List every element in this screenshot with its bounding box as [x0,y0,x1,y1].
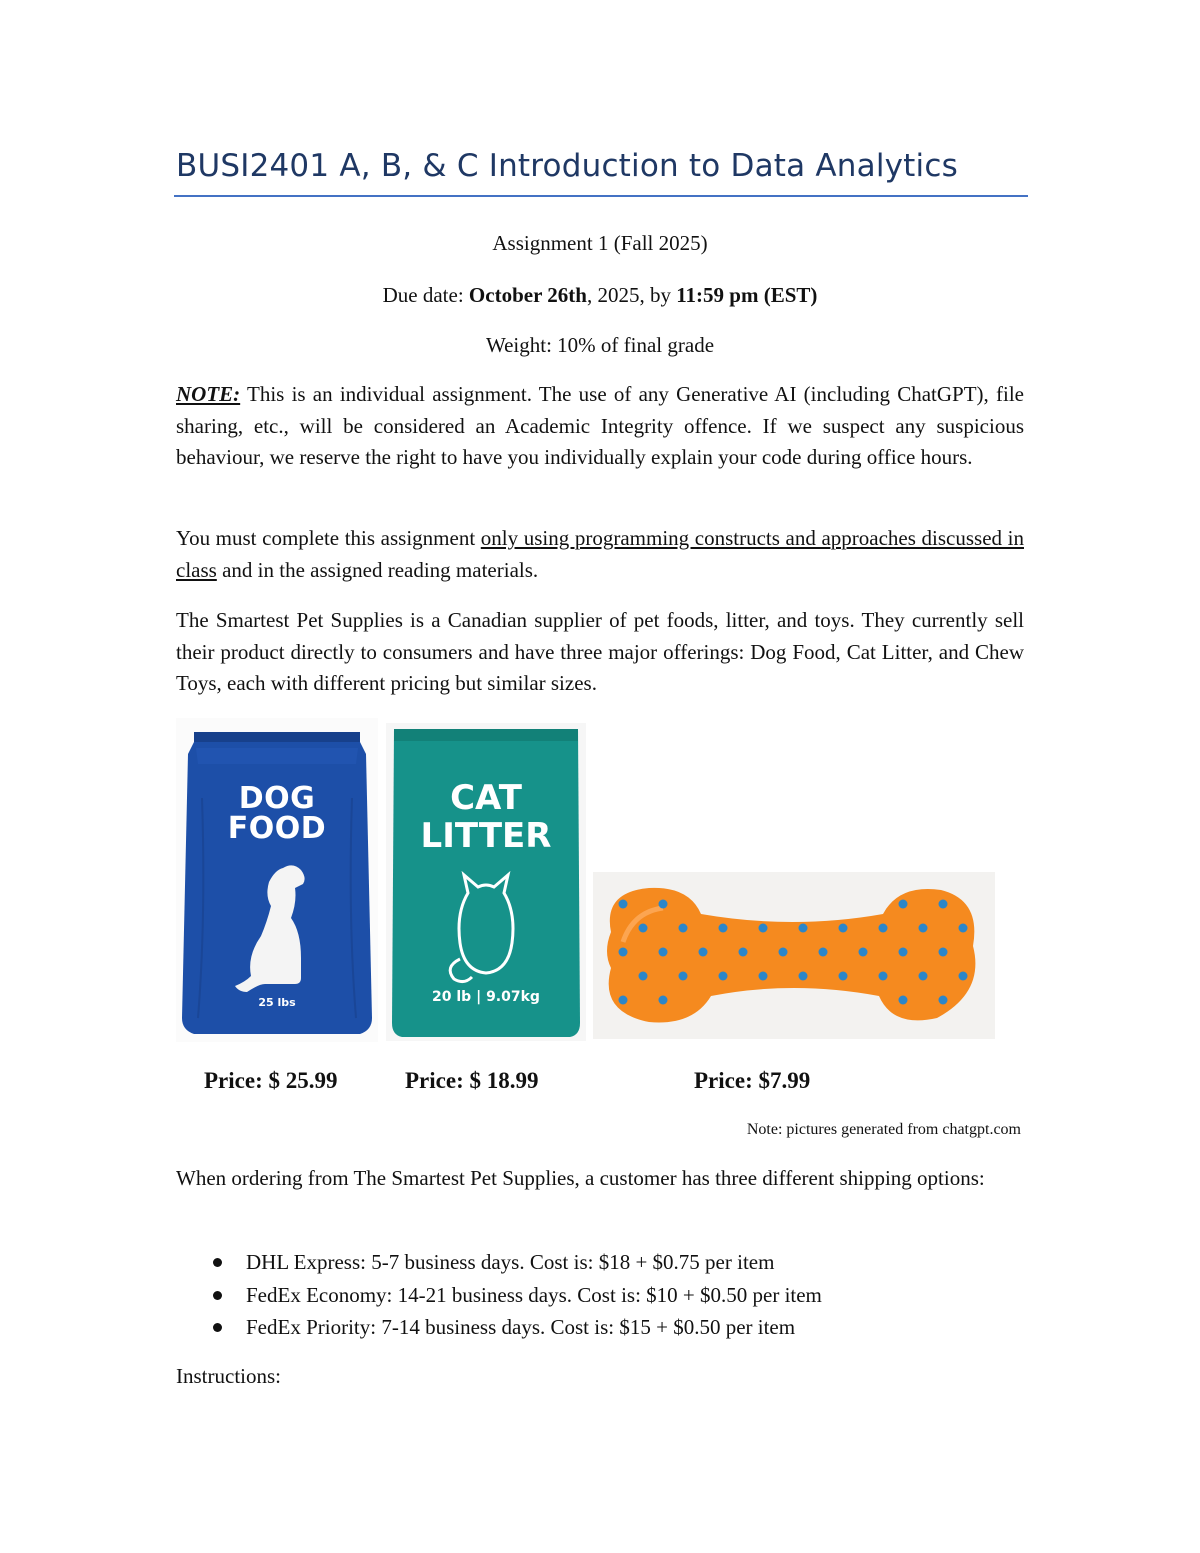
assignment-line: Assignment 1 (Fall 2025) [492,231,708,255]
toy-spike [779,948,788,957]
constructs-after: and in the assigned reading materials. [216,557,539,582]
bullet-icon [213,1291,222,1300]
due-mid: , 2025, by [586,283,677,307]
toy-spike [719,924,728,933]
instructions-label: Instructions: [176,1364,281,1388]
cat-litter-label-2: LITTER [420,816,552,856]
toy-spike [619,996,628,1005]
toy-spike [839,972,848,981]
shipping-intro: When ordering from The Smartest Pet Supplies, a customer has three different shipping options: [176,1166,985,1190]
constructs-paragraph [176,523,1024,586]
dog-food-image [176,718,378,1042]
dog-food-size: 25 lbs [258,996,296,1009]
toy-spike [819,948,828,957]
shipping-option-dhl: DHL Express: 5-7 business days. Cost is: $18 + $0.75 per item [246,1250,775,1274]
title-rule [174,195,1028,197]
constructs-underlined: only using programming constructs and approaches discussed in class [176,526,1024,582]
cat-litter-price: Price: $ 18.99 [405,1068,539,1093]
bullet-icon [213,1323,222,1332]
toy-spike [759,924,768,933]
list-item [176,1311,1024,1344]
bullet-icon [213,1258,222,1267]
note-paragraph [176,379,1024,474]
toy-spike [939,996,948,1005]
toy-spike [739,948,748,957]
document-title: BUSI2401 A, B, & C Introduction to Data Analytics [176,148,958,184]
dog-food-price: Price: $ 25.99 [204,1068,338,1093]
toy-spike [839,924,848,933]
toy-spike [699,948,708,957]
toy-spike [659,996,668,1005]
dog-food-label-1: DOG [238,781,316,816]
chew-toy-image [593,872,995,1039]
shipping-option-fedex-economy: FedEx Economy: 14-21 business days. Cost is: $10 + $0.50 per item [246,1282,822,1307]
toy-spike [959,924,968,933]
toy-spike [879,924,888,933]
chew-toy-bone [593,872,995,1039]
toy-spike [799,924,808,933]
toy-spike [939,948,948,957]
toy-spike [679,972,688,981]
list-item [176,1279,1024,1312]
toy-spike [679,924,688,933]
toy-spike [859,948,868,957]
toy-spike [939,900,948,909]
toy-spike [759,972,768,981]
dog-food-bag [176,718,378,1042]
toy-spike [639,924,648,933]
toy-spike [959,972,968,981]
due-prefix: Due date: [382,283,469,307]
constructs-before: You must complete this assignment [176,526,481,550]
note-text: This is an individual assignment. The use of any Generative AI (including ChatGPT), file sharing, etc., will be considered an Academic Integrity offence. If we suspect any suspicious behaviour, we reserve the right to have you individually explain your code during office hours. [176,382,1024,469]
toy-spike [719,972,728,981]
toy-spike [659,900,668,909]
note-label: NOTE: [176,382,241,406]
shipping-option-fedex-priority: FedEx Priority: 7-14 business days. Cost is: $15 + $0.50 per item [246,1315,796,1339]
shipping-options-list [176,1246,1024,1344]
toy-spike [639,972,648,981]
toy-spike [899,900,908,909]
weight-line: Weight: 10% of final grade [485,333,715,357]
due-date: October 26th [468,283,587,307]
toy-spike [899,948,908,957]
cat-litter-bag [386,723,586,1041]
image-note: Note: pictures generated from chatgpt.com [746,1121,1021,1138]
toy-spike [899,996,908,1005]
toy-spike [919,972,928,981]
chew-toy-price: Price: $7.99 [694,1068,811,1093]
toy-spike [879,972,888,981]
due-time: 11:59 pm (EST) [676,283,818,307]
toy-spike [619,900,628,909]
dog-food-label-2: FOOD [227,811,327,846]
toy-spike [919,924,928,933]
intro-paragraph: The Smartest Pet Supplies is a Canadian supplier of pet foods, litter, and toys. They currently sell their product directly to consumers and have three major offerings: Dog Food, Cat Litter, and Chew Toys, each with different pricing but similar sizes. [176,608,1024,695]
toy-spike [659,948,668,957]
cat-litter-size: 20 lb | 9.07kg [432,989,540,1005]
cat-litter-label-1: CAT [450,778,522,818]
toy-spike [619,948,628,957]
toy-spike [799,972,808,981]
due-date-line [176,281,1024,309]
list-item [176,1246,1024,1279]
cat-litter-image [386,723,586,1041]
